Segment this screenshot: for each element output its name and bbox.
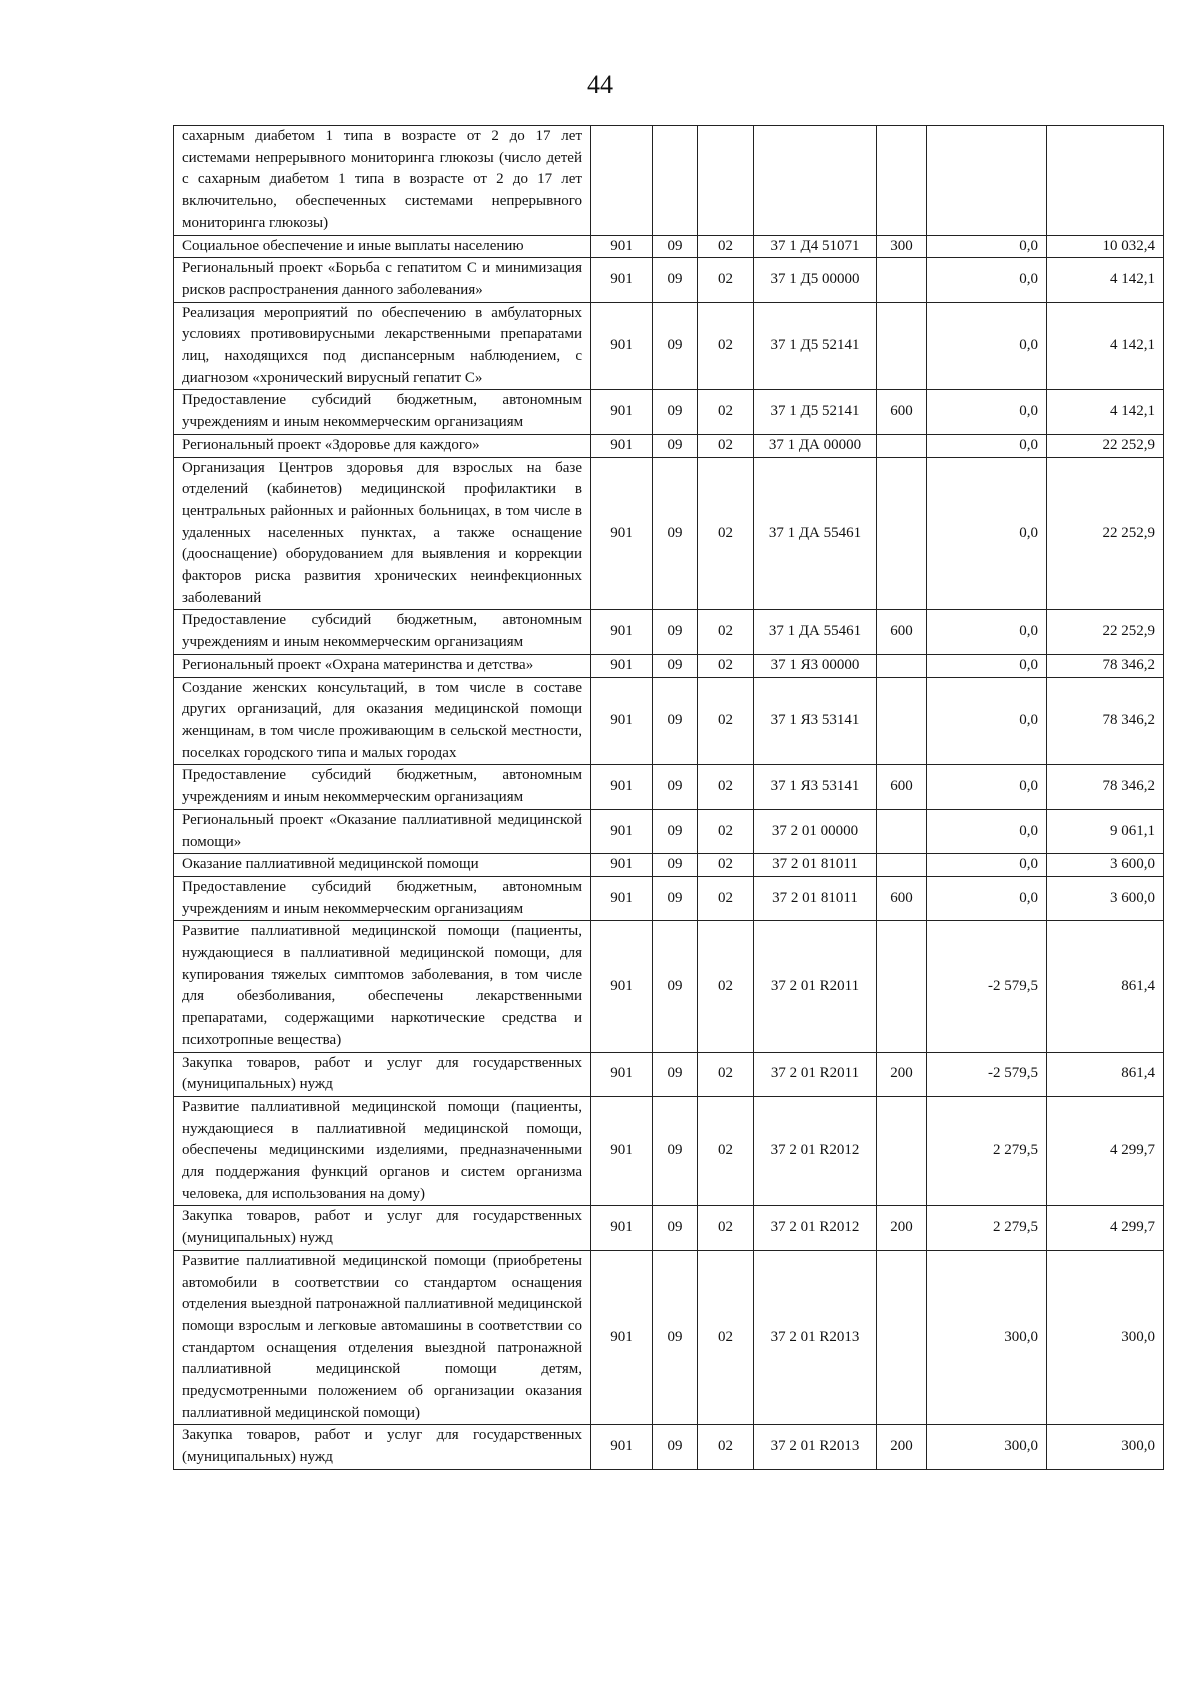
total-amount: 22 252,9 <box>1047 457 1164 610</box>
expense-type-code: 300 <box>877 235 927 258</box>
table-row <box>174 302 1164 390</box>
table-row <box>174 1052 1164 1096</box>
expense-type-code <box>877 126 927 236</box>
row-description: Закупка товаров, работ и услуг для государственных (муниципальных) нужд <box>174 1052 591 1096</box>
ministry-code: 901 <box>591 1425 653 1469</box>
section-code: 09 <box>653 1052 698 1096</box>
expense-type-code: 600 <box>877 765 927 809</box>
total-amount: 861,4 <box>1047 1052 1164 1096</box>
change-amount: 0,0 <box>927 610 1047 654</box>
section-code: 09 <box>653 654 698 677</box>
total-amount: 78 346,2 <box>1047 677 1164 765</box>
change-amount: 300,0 <box>927 1425 1047 1469</box>
expense-type-code <box>877 854 927 877</box>
section-code: 09 <box>653 809 698 853</box>
table-row <box>174 235 1164 258</box>
expense-type-code: 600 <box>877 610 927 654</box>
subsection-code: 02 <box>698 1052 754 1096</box>
change-amount: 2 279,5 <box>927 1206 1047 1250</box>
row-description: Создание женских консультаций, в том числе в составе других организаций, для оказания медицинской помощи женщинам, в том числе проживающим в сельской местности, поселках городского типа и малых городах <box>174 677 591 765</box>
section-code: 09 <box>653 876 698 920</box>
row-description: Предоставление субсидий бюджетным, автономным учреждениям и иным некоммерческим организациям <box>174 610 591 654</box>
section-code: 09 <box>653 677 698 765</box>
expense-type-code <box>877 258 927 302</box>
ministry-code: 901 <box>591 390 653 434</box>
section-code: 09 <box>653 1425 698 1469</box>
subsection-code: 02 <box>698 610 754 654</box>
target-article-code: 37 2 01 R2011 <box>754 921 877 1052</box>
row-description: Закупка товаров, работ и услуг для государственных (муниципальных) нужд <box>174 1425 591 1469</box>
page-number: 44 <box>587 70 613 99</box>
table-row <box>174 1096 1164 1206</box>
target-article-code: 37 2 01 R2013 <box>754 1250 877 1425</box>
row-description: Региональный проект «Оказание паллиативной медицинской помощи» <box>174 809 591 853</box>
row-description: Оказание паллиативной медицинской помощи <box>174 854 591 877</box>
total-amount: 4 142,1 <box>1047 258 1164 302</box>
expense-type-code: 200 <box>877 1425 927 1469</box>
subsection-code: 02 <box>698 434 754 457</box>
ministry-code <box>591 126 653 236</box>
row-description: Предоставление субсидий бюджетным, автономным учреждениям и иным некоммерческим организациям <box>174 765 591 809</box>
row-description: Реализация мероприятий по обеспечению в амбулаторных условиях противовирусными лекарственными препаратами лиц, находящихся под диспансерным наблюдением, с диагнозом «хронический вирусный гепатит С» <box>174 302 591 390</box>
table-row <box>174 677 1164 765</box>
change-amount: -2 579,5 <box>927 921 1047 1052</box>
section-code: 09 <box>653 765 698 809</box>
ministry-code: 901 <box>591 457 653 610</box>
subsection-code: 02 <box>698 1250 754 1425</box>
table-row <box>174 765 1164 809</box>
section-code: 09 <box>653 258 698 302</box>
ministry-code: 901 <box>591 302 653 390</box>
target-article-code: 37 2 01 R2012 <box>754 1206 877 1250</box>
budget-table <box>173 125 1164 1470</box>
ministry-code: 901 <box>591 854 653 877</box>
subsection-code: 02 <box>698 854 754 877</box>
subsection-code: 02 <box>698 1425 754 1469</box>
ministry-code: 901 <box>591 654 653 677</box>
total-amount: 4 142,1 <box>1047 390 1164 434</box>
target-article-code: 37 1 Д5 52141 <box>754 302 877 390</box>
ministry-code: 901 <box>591 921 653 1052</box>
total-amount <box>1047 126 1164 236</box>
expense-type-code <box>877 1250 927 1425</box>
ministry-code: 901 <box>591 677 653 765</box>
subsection-code: 02 <box>698 765 754 809</box>
change-amount: 0,0 <box>927 235 1047 258</box>
row-description: Развитие паллиативной медицинской помощи (приобретены автомобили в соответствии со стандартом оснащения отделения выездной патронажной паллиативной медицинской помощи взрослым и легковые автомашины в соответствии со стандартом оснащения отделения выездной патронажной паллиативной медицинской помощи детям, предусмотренными положением об организации оказания паллиативной медицинской помощи) <box>174 1250 591 1425</box>
expense-type-code <box>877 921 927 1052</box>
ministry-code: 901 <box>591 1096 653 1206</box>
change-amount: 0,0 <box>927 876 1047 920</box>
change-amount: 0,0 <box>927 854 1047 877</box>
subsection-code: 02 <box>698 235 754 258</box>
target-article-code <box>754 126 877 236</box>
target-article-code: 37 1 Д4 51071 <box>754 235 877 258</box>
section-code: 09 <box>653 1096 698 1206</box>
target-article-code: 37 2 01 81011 <box>754 876 877 920</box>
ministry-code: 901 <box>591 1052 653 1096</box>
expense-type-code: 200 <box>877 1206 927 1250</box>
expense-type-code <box>877 457 927 610</box>
subsection-code: 02 <box>698 921 754 1052</box>
ministry-code: 901 <box>591 235 653 258</box>
row-description: Развитие паллиативной медицинской помощи (пациенты, нуждающиеся в паллиативной медицинской помощи, для купирования тяжелых симптомов заболевания, в том числе для обезболивания, обеспечены лекарственными препаратами, содержащими наркотические средства и психотропные вещества) <box>174 921 591 1052</box>
table-row <box>174 854 1164 877</box>
change-amount: -2 579,5 <box>927 1052 1047 1096</box>
change-amount: 0,0 <box>927 457 1047 610</box>
target-article-code: 37 1 ДА 55461 <box>754 457 877 610</box>
section-code: 09 <box>653 1250 698 1425</box>
target-article-code: 37 2 01 R2011 <box>754 1052 877 1096</box>
subsection-code: 02 <box>698 809 754 853</box>
subsection-code: 02 <box>698 1206 754 1250</box>
expense-type-code: 600 <box>877 390 927 434</box>
table-row <box>174 1250 1164 1425</box>
ministry-code: 901 <box>591 434 653 457</box>
expense-type-code <box>877 434 927 457</box>
row-description: Региональный проект «Охрана материнства и детства» <box>174 654 591 677</box>
ministry-code: 901 <box>591 876 653 920</box>
ministry-code: 901 <box>591 258 653 302</box>
subsection-code: 02 <box>698 302 754 390</box>
expense-type-code <box>877 302 927 390</box>
row-description: Предоставление субсидий бюджетным, автономным учреждениям и иным некоммерческим организациям <box>174 390 591 434</box>
change-amount <box>927 126 1047 236</box>
total-amount: 861,4 <box>1047 921 1164 1052</box>
target-article-code: 37 1 Д5 52141 <box>754 390 877 434</box>
change-amount: 2 279,5 <box>927 1096 1047 1206</box>
row-description: Организация Центров здоровья для взрослых на базе отделений (кабинетов) медицинской профилактики в центральных районных и районных больницах, в том числе в удаленных населенных пунктах, а также оснащение (дооснащение) оборудованием для выявления и коррекции факторов риска развития хронических неинфекционных заболеваний <box>174 457 591 610</box>
section-code: 09 <box>653 390 698 434</box>
subsection-code: 02 <box>698 390 754 434</box>
table-row <box>174 1425 1164 1469</box>
target-article-code: 37 2 01 R2013 <box>754 1425 877 1469</box>
subsection-code: 02 <box>698 1096 754 1206</box>
total-amount: 300,0 <box>1047 1250 1164 1425</box>
ministry-code: 901 <box>591 765 653 809</box>
change-amount: 0,0 <box>927 765 1047 809</box>
target-article-code: 37 2 01 81011 <box>754 854 877 877</box>
table-row <box>174 434 1164 457</box>
table-row <box>174 457 1164 610</box>
table-row <box>174 1206 1164 1250</box>
change-amount: 300,0 <box>927 1250 1047 1425</box>
subsection-code: 02 <box>698 457 754 610</box>
total-amount: 78 346,2 <box>1047 765 1164 809</box>
table-row <box>174 876 1164 920</box>
table-row <box>174 654 1164 677</box>
section-code: 09 <box>653 457 698 610</box>
total-amount: 3 600,0 <box>1047 876 1164 920</box>
table-row <box>174 610 1164 654</box>
change-amount: 0,0 <box>927 434 1047 457</box>
change-amount: 0,0 <box>927 302 1047 390</box>
table-row <box>174 921 1164 1052</box>
total-amount: 22 252,9 <box>1047 610 1164 654</box>
subsection-code: 02 <box>698 654 754 677</box>
expense-type-code: 200 <box>877 1052 927 1096</box>
expense-type-code: 600 <box>877 876 927 920</box>
table-row <box>174 126 1164 236</box>
row-description: Региональный проект «Здоровье для каждого» <box>174 434 591 457</box>
total-amount: 300,0 <box>1047 1425 1164 1469</box>
table-row <box>174 390 1164 434</box>
section-code: 09 <box>653 921 698 1052</box>
row-description: сахарным диабетом 1 типа в возрасте от 2 до 17 лет системами непрерывного мониторинга глюкозы (число детей с сахарным диабетом 1 типа в возрасте от 2 до 17 лет включительно, обеспеченных системами непрерывного мониторинга глюкозы) <box>174 126 591 236</box>
target-article-code: 37 1 Я3 53141 <box>754 677 877 765</box>
total-amount: 4 142,1 <box>1047 302 1164 390</box>
expense-type-code <box>877 677 927 765</box>
row-description: Социальное обеспечение и иные выплаты населению <box>174 235 591 258</box>
target-article-code: 37 1 Я3 00000 <box>754 654 877 677</box>
expense-type-code <box>877 654 927 677</box>
total-amount: 4 299,7 <box>1047 1206 1164 1250</box>
section-code: 09 <box>653 1206 698 1250</box>
section-code: 09 <box>653 854 698 877</box>
ministry-code: 901 <box>591 610 653 654</box>
total-amount: 4 299,7 <box>1047 1096 1164 1206</box>
subsection-code: 02 <box>698 876 754 920</box>
section-code: 09 <box>653 610 698 654</box>
change-amount: 0,0 <box>927 258 1047 302</box>
target-article-code: 37 1 Д5 00000 <box>754 258 877 302</box>
expense-type-code <box>877 1096 927 1206</box>
total-amount: 9 061,1 <box>1047 809 1164 853</box>
total-amount: 22 252,9 <box>1047 434 1164 457</box>
subsection-code: 02 <box>698 258 754 302</box>
change-amount: 0,0 <box>927 809 1047 853</box>
subsection-code <box>698 126 754 236</box>
row-description: Закупка товаров, работ и услуг для государственных (муниципальных) нужд <box>174 1206 591 1250</box>
total-amount: 78 346,2 <box>1047 654 1164 677</box>
change-amount: 0,0 <box>927 654 1047 677</box>
row-description: Предоставление субсидий бюджетным, автономным учреждениям и иным некоммерческим организациям <box>174 876 591 920</box>
target-article-code: 37 1 Я3 53141 <box>754 765 877 809</box>
target-article-code: 37 2 01 R2012 <box>754 1096 877 1206</box>
subsection-code: 02 <box>698 677 754 765</box>
target-article-code: 37 1 ДА 00000 <box>754 434 877 457</box>
ministry-code: 901 <box>591 1250 653 1425</box>
expense-type-code <box>877 809 927 853</box>
section-code <box>653 126 698 236</box>
total-amount: 10 032,4 <box>1047 235 1164 258</box>
target-article-code: 37 1 ДА 55461 <box>754 610 877 654</box>
row-description: Региональный проект «Борьба с гепатитом С и минимизация рисков распространения данного заболевания» <box>174 258 591 302</box>
change-amount: 0,0 <box>927 677 1047 765</box>
section-code: 09 <box>653 302 698 390</box>
section-code: 09 <box>653 235 698 258</box>
target-article-code: 37 2 01 00000 <box>754 809 877 853</box>
table-row <box>174 809 1164 853</box>
ministry-code: 901 <box>591 1206 653 1250</box>
row-description: Развитие паллиативной медицинской помощи (пациенты, нуждающиеся в паллиативной медицинской помощи, обеспечены медицинскими изделиями, предназначенными для поддержания функций органов и систем организма человека, для использования на дому) <box>174 1096 591 1206</box>
table-row <box>174 258 1164 302</box>
change-amount: 0,0 <box>927 390 1047 434</box>
section-code: 09 <box>653 434 698 457</box>
ministry-code: 901 <box>591 809 653 853</box>
total-amount: 3 600,0 <box>1047 854 1164 877</box>
